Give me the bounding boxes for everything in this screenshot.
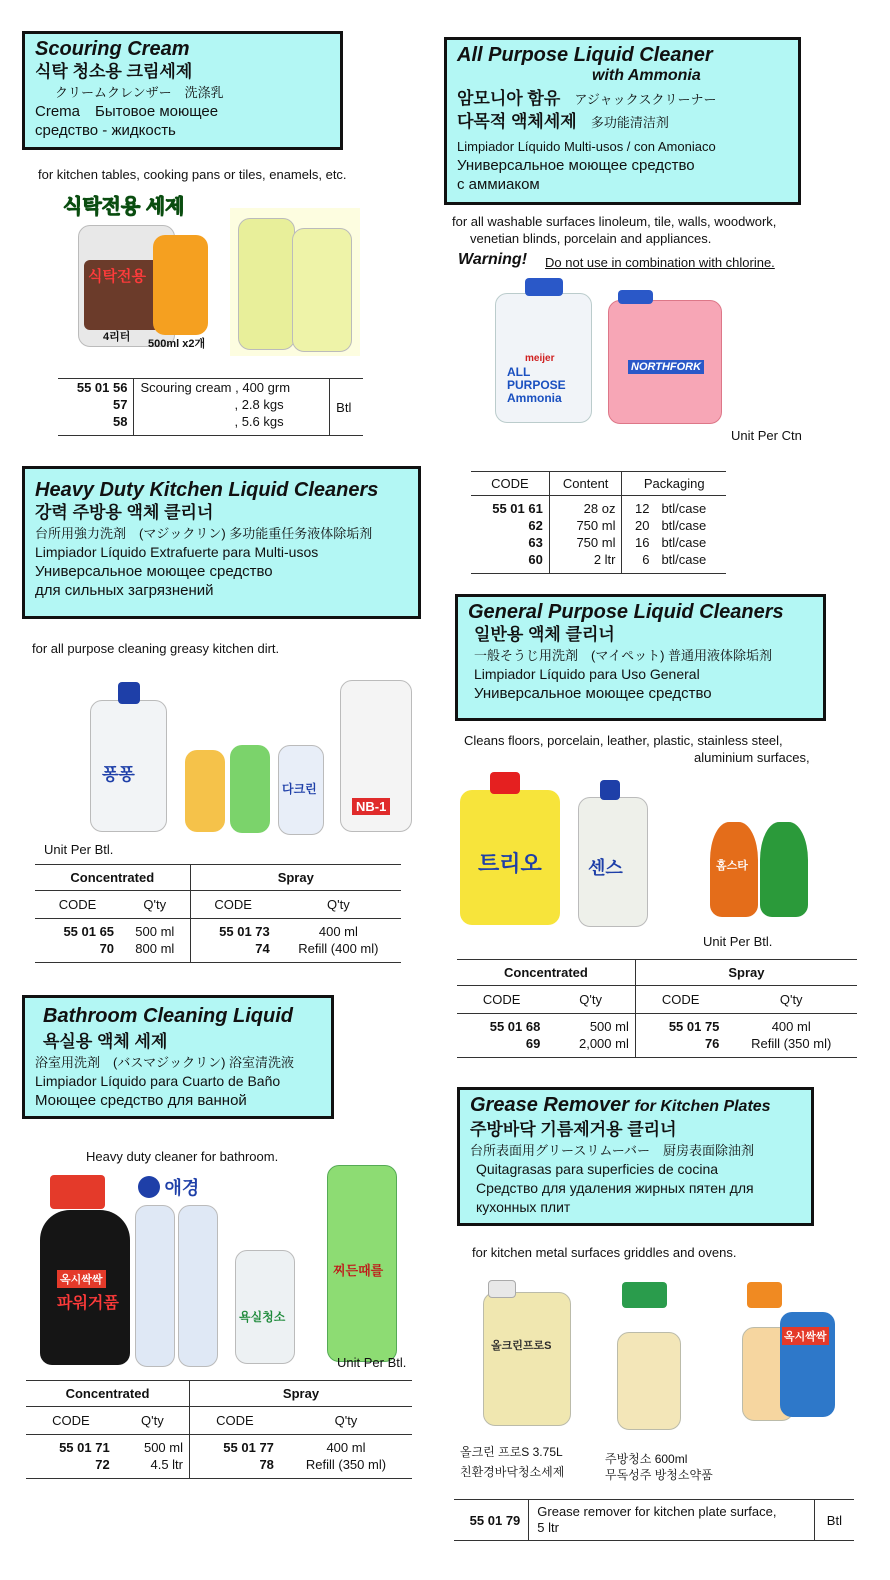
qty-cell: 800 ml <box>135 941 175 956</box>
qty-cell: 500 ml <box>135 924 175 939</box>
grease-refill-image <box>742 1282 837 1422</box>
ammonia-spanish: Limpiador Líquido Multi-usos / con Amoniaco <box>457 139 716 154</box>
scouring-promo-text: 식탁전용 세제 <box>63 196 185 218</box>
grease-title-tail: for Kitchen Plates <box>634 1098 771 1115</box>
ammonia-jug-brand: meijer <box>525 353 555 364</box>
scouring-bottle-2 <box>292 228 352 352</box>
header-cell: Packaging <box>622 472 726 496</box>
heavy-bottle-large-cap <box>118 682 140 704</box>
scouring-korean-name: 식탁 청소용 크림세제 <box>35 62 193 81</box>
general-spray-green <box>760 822 808 917</box>
table-row <box>58 413 363 436</box>
general-spray-label: 홈스타 <box>716 860 748 872</box>
ammonia-title-line2: with Ammonia <box>592 67 701 84</box>
header-cell: Q'ty <box>546 986 635 1014</box>
scouring-title-box <box>22 31 343 150</box>
grease-spray-body <box>617 1332 681 1430</box>
desc-cell: , 5.6 kgs <box>134 413 330 436</box>
ammonia-jug-cap <box>525 278 563 296</box>
header-cell: Concentrated <box>26 1381 190 1407</box>
scouring-jug-size-text: 4리터 <box>103 331 131 343</box>
grease-caption-1a: 올크린 프로S 3.75L <box>460 1445 563 1459</box>
ammonia-pink-jug-label: NORTHFORK <box>628 360 704 374</box>
bathroom-spec-table <box>26 1380 412 1479</box>
qty-cell: 500 ml <box>143 1440 183 1455</box>
qty-cell: 400 ml <box>326 1440 366 1455</box>
code-cell: 55 01 56 <box>76 380 128 395</box>
heavy-bottle-large-label: 퐁퐁 <box>102 765 135 784</box>
ammonia-japanese-1: アジャックスクリーナー <box>574 92 717 107</box>
table-row <box>471 496 726 518</box>
desc-cell <box>529 1500 814 1541</box>
grease-spanish-name: Quitagrasas para superficies de cocina <box>476 1161 719 1177</box>
grease-korean-name: 주방바닥 기름제거용 클리너 <box>470 1120 677 1139</box>
general-description-1: Cleans floors, porcelain, leather, plastic, stainless steel, <box>464 733 783 748</box>
scouring-title: Scouring Cream <box>35 38 190 60</box>
code-cell: 58 <box>113 414 128 429</box>
grease-item-line1: Grease remover for kitchen plate surface, <box>537 1504 777 1519</box>
table-row <box>471 517 726 534</box>
grease-refill-trigger <box>747 1282 782 1308</box>
bathroom-spray-white <box>235 1250 295 1364</box>
grease-jug-image <box>483 1277 571 1427</box>
table-row <box>35 919 401 941</box>
bathroom-products-image <box>35 1140 395 1370</box>
general-title-box <box>455 594 826 721</box>
table-row <box>26 1456 412 1479</box>
heavy-description: for all purpose cleaning greasy kitchen dirt. <box>32 641 280 656</box>
code-cell: 55 01 71 <box>59 1440 110 1455</box>
ammonia-korean-line1 <box>457 88 788 111</box>
code-cell: 72 <box>95 1457 110 1472</box>
content-cell: 750 ml <box>549 517 622 534</box>
qty-cell: 6 <box>622 551 655 574</box>
table-group-header-row <box>35 865 401 891</box>
scouring-bottles-image <box>230 208 360 356</box>
grease-jug-body <box>483 1292 571 1426</box>
general-korean-name: 일반용 액체 클리너 <box>474 625 615 644</box>
table-group-header-row <box>457 960 857 986</box>
heavy-title: Heavy Duty Kitchen Liquid Cleaners <box>35 479 379 501</box>
heavy-unit-per: Unit Per Btl. <box>44 842 114 857</box>
general-title: General Purpose Liquid Cleaners <box>468 601 784 623</box>
code-cell: 70 <box>99 941 115 956</box>
scouring-bottle-1 <box>238 218 295 350</box>
grease-russian-2: кухонных плит <box>476 1199 571 1215</box>
code-cell: 55 01 75 <box>635 1014 725 1036</box>
pack-cell: btl/case <box>661 552 707 567</box>
grease-russian-1: Средство для удаления жирных пятен для <box>476 1180 754 1196</box>
content-cell: 28 oz <box>549 496 622 518</box>
heavy-spray-large-label: NB-1 <box>352 798 390 815</box>
content-cell: 750 ml <box>549 534 622 551</box>
heavy-bottle-green <box>230 745 270 833</box>
general-spec-table <box>457 959 857 1058</box>
ammonia-korean-line2 <box>457 111 788 134</box>
ammonia-description-2: venetian blinds, porcelain and appliances. <box>470 231 712 246</box>
ammonia-russian-2: с аммиаком <box>457 176 540 193</box>
grease-japanese-name: 台所表面用グリースリムーバー 厨房表面除油剂 <box>470 1143 755 1158</box>
unit-cell: Btl <box>814 1500 854 1541</box>
table-row <box>35 940 401 963</box>
bathroom-title-box <box>22 995 334 1119</box>
grease-caption-1b: 친환경바닥청소세제 <box>460 1465 565 1479</box>
code-cell: 69 <box>525 1036 541 1051</box>
bathroom-spray-black-trigger <box>50 1175 105 1209</box>
qty-cell: 2,000 ml <box>578 1036 629 1051</box>
qty-cell: 4.5 ltr <box>150 1457 183 1472</box>
qty-cell: Refill (350 ml) <box>305 1457 387 1472</box>
grease-jug-cap <box>488 1280 516 1298</box>
code-cell: 62 <box>528 518 543 533</box>
header-cell: Concentrated <box>35 865 190 891</box>
table-header-row <box>26 1407 412 1435</box>
grease-caption-2b: 무독성주 방청소약품 <box>605 1468 713 1482</box>
heavy-title-box <box>22 466 421 619</box>
header-cell: CODE <box>457 986 546 1014</box>
heavy-korean-name: 강력 주방용 액체 클리너 <box>35 503 214 522</box>
header-cell: CODE <box>35 891 120 919</box>
bathroom-title: Bathroom Cleaning Liquid <box>43 1005 293 1027</box>
bathroom-japanese-name: 浴室用洗剤 (バスマジックリン) 浴室清洗液 <box>35 1055 295 1070</box>
bathroom-brand-name: 애경 <box>164 1178 200 1198</box>
code-cell: 55 01 65 <box>63 924 115 939</box>
table-row <box>26 1435 412 1457</box>
grease-spray-trigger <box>622 1282 667 1308</box>
code-cell: 55 01 61 <box>492 501 543 516</box>
ammonia-spec-table <box>471 471 726 574</box>
table-row <box>454 1500 854 1541</box>
ammonia-description-1: for all washable surfaces linoleum, tile, walls, woodwork, <box>452 214 777 229</box>
header-cell: Q'ty <box>120 891 190 919</box>
grease-spec-table <box>454 1499 854 1541</box>
heavy-japanese-name: 台所用強力洗剤 (マジックリン) 多功能重任务液体除垢剂 <box>35 526 373 541</box>
heavy-russian-2: для сильных загрязнений <box>35 582 214 599</box>
qty-cell: Refill (400 ml) <box>298 941 379 956</box>
ammonia-title: All Purpose Liquid Cleaner <box>457 44 713 66</box>
scouring-spray-bottle <box>153 235 208 335</box>
qty-cell: Refill (350 ml) <box>751 1036 832 1051</box>
general-description-2: aluminium surfaces, <box>694 750 810 765</box>
table-row <box>457 1014 857 1036</box>
code-cell: 76 <box>635 1035 725 1058</box>
header-cell: Spray <box>190 1381 413 1407</box>
general-bottle-yellow-cap <box>490 772 520 794</box>
heavy-spray-small-label: 다크린 <box>282 782 317 796</box>
scouring-spanish-russian: Crema Бытовое моющее <box>35 103 219 120</box>
header-cell: Spray <box>635 960 857 986</box>
desc-cell: Scouring cream , 400 grm <box>134 379 330 397</box>
scouring-jug-label-text: 식탁전용 <box>88 268 146 285</box>
pack-cell: btl/case <box>661 518 707 533</box>
grease-title: Grease Remover <box>470 1094 629 1116</box>
ammonia-jug-label: ALL PURPOSE Ammonia <box>507 365 566 405</box>
bathroom-spray-white-label: 욕실청소 <box>239 1310 286 1324</box>
table-header-row <box>35 891 401 919</box>
code-cell: 57 <box>113 397 128 412</box>
heavy-bottle-yellow <box>185 750 225 832</box>
header-cell: Q'ty <box>725 986 857 1014</box>
grease-refill-label: 옥시싹싹 <box>782 1327 829 1345</box>
header-cell: CODE <box>190 891 276 919</box>
grease-description: for kitchen metal surfaces griddles and ovens. <box>472 1245 737 1260</box>
general-spanish-name: Limpiador Líquido para Uso General <box>474 666 700 682</box>
bathroom-description: Heavy duty cleaner for bathroom. <box>86 1149 279 1164</box>
table-row <box>471 534 726 551</box>
header-cell: Q'ty <box>116 1407 190 1435</box>
grease-spray-image <box>617 1282 682 1430</box>
header-cell: CODE <box>26 1407 116 1435</box>
ammonia-korean-2: 다목적 액체세제 <box>457 112 577 131</box>
code-cell: 55 01 68 <box>489 1019 541 1034</box>
scouring-spec-table <box>58 378 363 436</box>
code-cell: 55 01 77 <box>190 1435 280 1457</box>
qty-cell: 500 ml <box>589 1019 629 1034</box>
code-cell: 55 01 79 <box>469 1512 521 1528</box>
bathroom-aerosol-1 <box>135 1205 175 1367</box>
ammonia-russian-1: Универсальное моющее средство <box>457 157 695 174</box>
general-bottle-white-label: 센스 <box>588 858 623 878</box>
table-row <box>58 379 363 397</box>
table-header-row <box>457 986 857 1014</box>
scouring-japanese-name: クリームクレンザー 洗涤乳 <box>55 85 224 100</box>
ammonia-japanese-2: 多功能清洁剂 <box>590 115 669 130</box>
heavy-spec-table <box>35 864 401 963</box>
bathroom-spray-black-label1: 옥시싹싹 <box>57 1270 106 1288</box>
table-row <box>58 396 363 413</box>
general-bottle-white-cap <box>600 780 620 800</box>
header-cell: Q'ty <box>276 891 401 919</box>
grease-title-box <box>457 1087 814 1226</box>
bathroom-russian-name: Моющее средство для ванной <box>35 1092 247 1109</box>
ammonia-jug-image <box>495 278 593 423</box>
code-cell: 60 <box>528 552 543 567</box>
pack-cell: btl/case <box>661 501 707 516</box>
general-russian-name: Универсальное моющее средство <box>474 685 712 702</box>
code-cell: 63 <box>528 535 543 550</box>
bathroom-korean-name: 욕실용 액체 세제 <box>43 1032 168 1051</box>
general-products-image <box>460 772 820 930</box>
table-group-header-row <box>26 1381 412 1407</box>
unit-cell: Btl <box>330 379 363 436</box>
general-bottle-yellow-label: 트리오 <box>478 851 542 876</box>
heavy-products-image <box>90 640 410 835</box>
bathroom-bottle-green-label: 찌든때를 <box>333 1263 384 1278</box>
pack-cell: btl/case <box>661 535 707 550</box>
grease-title-line <box>470 1093 801 1119</box>
table-header-row <box>471 472 726 496</box>
bathroom-spray-black-label2: 파워거품 <box>57 1295 119 1312</box>
bathroom-aerosol-2 <box>178 1205 218 1367</box>
code-cell: 78 <box>190 1456 280 1479</box>
ammonia-warning-label: Warning! <box>458 251 528 268</box>
header-cell: CODE <box>635 986 725 1014</box>
qty-cell: 12 <box>622 496 655 518</box>
content-cell: 2 ltr <box>549 551 622 574</box>
heavy-russian-1: Универсальное моющее средство <box>35 563 273 580</box>
scouring-description: for kitchen tables, cooking pans or tiles, enamels, etc. <box>38 167 347 182</box>
header-cell: CODE <box>190 1407 280 1435</box>
desc-cell: , 2.8 kgs <box>134 396 330 413</box>
general-unit-per: Unit Per Btl. <box>703 934 773 949</box>
ammonia-korean-1: 암모니아 함유 <box>457 89 561 108</box>
grease-caption-2a: 주방청소 600ml <box>605 1452 688 1466</box>
scouring-spray-size-text: 500ml x2개 <box>148 338 206 350</box>
header-cell: Spray <box>190 865 401 891</box>
general-japanese-name: 一般そうじ用洗剤 (マイペット) 普通用液体除垢剂 <box>474 648 773 663</box>
qty-cell: 20 <box>622 517 655 534</box>
bathroom-unit-per: Unit Per Btl. <box>337 1355 407 1370</box>
qty-cell: 400 ml <box>318 924 358 939</box>
code-cell: 55 01 73 <box>190 919 276 941</box>
bathroom-spanish-name: Limpiador Líquido para Cuarto de Baño <box>35 1073 281 1089</box>
code-cell: 74 <box>190 940 276 963</box>
scouring-jug-image <box>78 215 218 350</box>
qty-cell: 400 ml <box>771 1019 811 1034</box>
qty-cell: 16 <box>622 534 655 551</box>
ammonia-unit-per: Unit Per Ctn <box>731 428 802 443</box>
table-row <box>471 551 726 574</box>
ammonia-pink-jug-cap <box>618 290 653 304</box>
header-cell: Concentrated <box>457 960 635 986</box>
grease-jug-label: 올크린프로S <box>491 1340 552 1352</box>
heavy-spanish-name: Limpiador Líquido Extrafuerte para Multi-usos <box>35 544 319 560</box>
scouring-russian-line2: средство - жидкость <box>35 122 176 139</box>
ammonia-pink-jug-image <box>608 290 723 425</box>
header-cell: CODE <box>471 472 549 496</box>
grease-item-line2: 5 ltr <box>537 1520 559 1535</box>
ammonia-warning-text: Do not use in combination with chlorine. <box>545 255 775 270</box>
header-cell: Content <box>549 472 622 496</box>
header-cell: Q'ty <box>280 1407 412 1435</box>
ammonia-title-box <box>444 37 801 205</box>
table-row <box>457 1035 857 1058</box>
